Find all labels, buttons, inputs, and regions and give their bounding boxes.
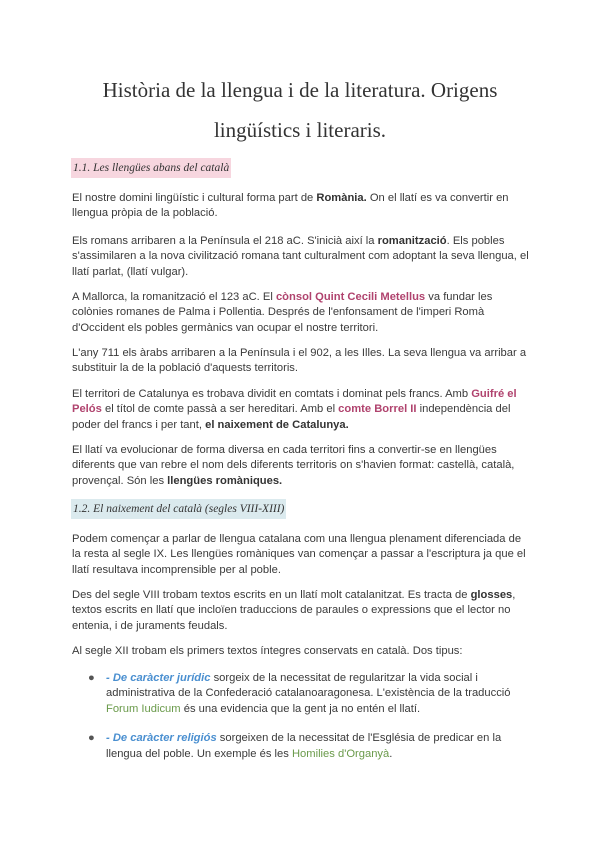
section-heading-1: 1.1. Les llengües abans del català [71, 158, 231, 178]
paragraph-romanitzacio: Els romans arribaren a la Península el 218 aC. S'inicià així la romanització. Els pobles s'assimilaren a la nova civilització romana tant culturalment com adoptant la seva llengua, el llatí parlat, (llatí vulgar). [72, 235, 529, 278]
page-title: Història de la llengua i de la literatura. Origens lingüístics i literaris. [102, 78, 498, 142]
list-item: ● - De caràcter religiós sorgeixen de la necessitat de l'Església de predicar en la llengua del poble. Un exemple és les Homilies d'Organyà. [88, 732, 502, 760]
paragraph-glosses: Des del segle VIII trobam textos escrits en un llatí molt catalanitzat. Es tracta de glosses, textos escrits en llatí que incloïen traduccions de paraules o expressions que el lector no entenia, i de juraments feudals. [72, 589, 516, 632]
bullet-icon: ● [88, 672, 95, 684]
paragraph-mallorca: A Mallorca, la romanització el 123 aC. El cònsol Quint Cecili Metellus va fundar les colònies romanes de Palma i Pollentia. Després de l'enfonsament de l'imperi Romà d'Occident els pobles germànics van ocupar el nostre territori. [72, 291, 493, 334]
paragraph-arabs: L'any 711 els àrabs arribaren a la Península i el 902, a les Illes. La seva llengua va arribar a substituir la de la població d'aquests territoris. [72, 347, 527, 375]
list-item: ● - De caràcter jurídic sorgeix de la necessitat de regularitzar la vida social i administrativa de la Confederació catalanoaragonesa. L'existència de la traducció Forum Iudicum és una evidencia que la gent ja no entén el llatí. [88, 672, 511, 715]
paragraph-romania: El nostre domini lingüístic i cultural forma part de Romània. On el llatí es va convertir en llengua pròpia de la població. [72, 192, 509, 220]
section-heading-2: 1.2. El naixement del català (segles VIII-XIII) [71, 499, 286, 519]
bullet-icon: ● [88, 732, 95, 745]
paragraph-catalunya: El territori de Catalunya es trobava dividit en comtats i dominat pels francs. Amb Guifré el Pelós el títol de comte passà a ser hereditari. Amb el comte Borrel II independència del poder del francs i per tant, el naixement de Catalunya. [72, 388, 517, 431]
paragraph-segle-ix: Podem començar a parlar de llengua catalana com una llengua plenament diferenciada de la resta al segle IX. Les llengües romàniques van començar a passar a l'escriptura ja que el llatí resultava incomprensible per al poble. [72, 533, 526, 576]
paragraph-segle-xii: Al segle XII trobam els primers textos íntegres conservats en català. Dos tipus: [72, 645, 463, 657]
text-types-list [72, 671, 532, 762]
paragraph-llengues-romaniques: El llatí va evolucionar de forma diversa en cada territori fins a convertir-se en llengües diferents que van rebre el nom dels diferents territoris on s'havien format: castellà, català, provençal. Són les llengües romàniques. [72, 444, 515, 487]
